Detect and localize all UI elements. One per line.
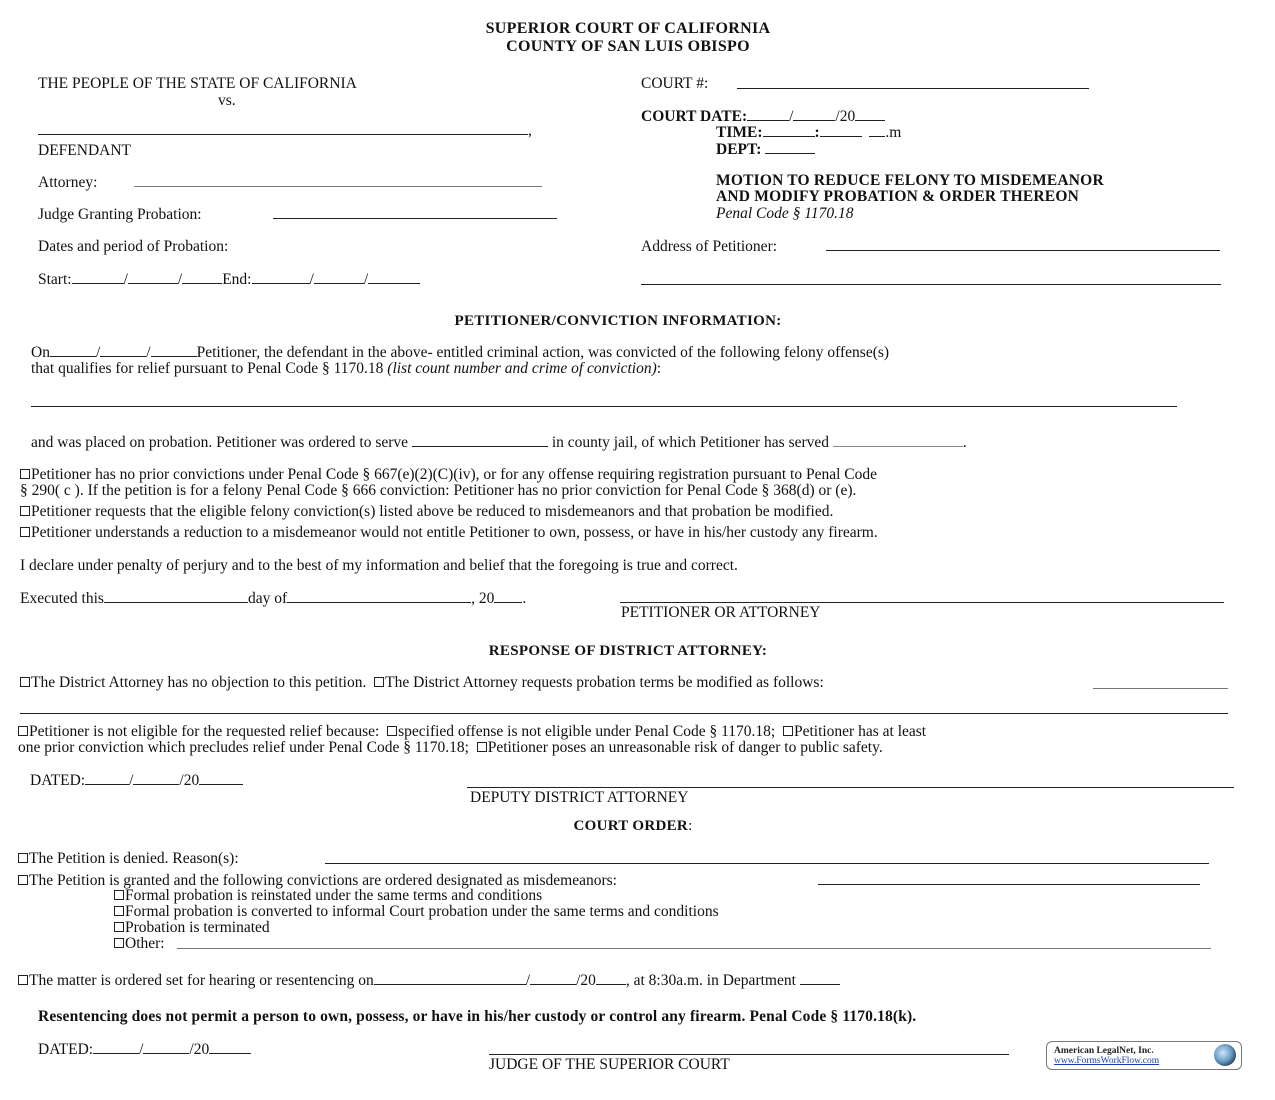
- request-reduction-checkbox[interactable]: [20, 506, 30, 516]
- american-legalnet-logo[interactable]: [1046, 1041, 1242, 1070]
- day-of-label: day of: [247, 590, 288, 607]
- prior-conviction-text: Petitioner has at least: [793, 723, 927, 740]
- hearing-year-prefix: /20: [576, 972, 596, 989]
- judge-dated-year-prefix: /20: [189, 1041, 210, 1058]
- terminated-text: Probation is terminated: [125, 919, 270, 936]
- executed-label: Executed this: [20, 590, 104, 607]
- denial-reason-field[interactable]: [325, 863, 1209, 864]
- petition-denied-row: [18, 850, 239, 867]
- hearing-day-field[interactable]: [530, 972, 576, 985]
- court-date-row: COURT DATE: / /20: [641, 108, 885, 125]
- conviction-details-field[interactable]: [31, 406, 1177, 407]
- modify-request-text: The District Attorney requests probation terms be modified as follows:: [385, 674, 824, 691]
- attorney-field[interactable]: [134, 186, 542, 187]
- da-dated-month-field[interactable]: [85, 772, 129, 785]
- executed-year-field[interactable]: [494, 590, 522, 603]
- converted-text: Formal probation is converted to informal Court probation under the same terms and conditions: [125, 903, 719, 920]
- court-date-day-field[interactable]: [793, 108, 835, 121]
- public-safety-risk-checkbox[interactable]: [477, 742, 487, 752]
- not-eligible-row-2: [18, 739, 883, 756]
- executed-row: Executed this day of , 20 .: [20, 590, 527, 607]
- modify-terms-field-line1[interactable]: [1093, 688, 1228, 689]
- modify-request-checkbox[interactable]: [374, 677, 384, 687]
- served-text: in county jail, of which Petitioner has served: [551, 434, 830, 451]
- judge-field[interactable]: [273, 218, 557, 219]
- attorney-label: Attorney:: [38, 174, 98, 191]
- terminated-checkbox[interactable]: [114, 922, 124, 932]
- probation-start-row: Start: / / End: / /: [38, 271, 420, 288]
- judge-dated-month-field[interactable]: [93, 1041, 139, 1054]
- probation-text: and was placed on probation. Petitioner was ordered to serve: [31, 434, 409, 451]
- da-dated-day-field[interactable]: [133, 772, 179, 785]
- court-date-label: COURT DATE:: [641, 108, 748, 125]
- other-checkbox[interactable]: [114, 938, 124, 948]
- hearing-row: The matter is ordered set for hearing or resentencing on / /20 , at 8:30a.m. in Department: [18, 972, 840, 989]
- jail-term-row: and was placed on probation. Petitioner was ordered to serve in county jail, of which Petitioner has served .: [31, 434, 967, 451]
- judge-dated-label: DATED:: [38, 1041, 94, 1058]
- time-suffix: .m: [885, 124, 902, 141]
- petitioner-signature-label: PETITIONER OR ATTORNEY: [621, 604, 821, 621]
- start-month-field[interactable]: [72, 271, 124, 284]
- hearing-month-field[interactable]: [374, 972, 526, 985]
- executed-month-field[interactable]: [287, 590, 471, 603]
- on-label: On: [31, 344, 50, 361]
- county-name: COUNTY OF SAN LUIS OBISPO: [506, 38, 750, 55]
- start-label: Start:: [38, 271, 72, 288]
- hearing-department-field[interactable]: [800, 972, 840, 985]
- option-terminated: [114, 919, 270, 936]
- option-reinstated: [114, 887, 542, 904]
- option-other: [114, 935, 165, 952]
- firearm-notice: Resentencing does not permit a person to own, possess, or have in his/her custody or control any firearm. Penal Code § 1170.18(k).: [38, 1008, 917, 1025]
- converted-checkbox[interactable]: [114, 906, 124, 916]
- firearm-understanding-checkbox[interactable]: [20, 527, 30, 537]
- not-eligible-checkbox[interactable]: [18, 726, 28, 736]
- court-name: SUPERIOR COURT OF CALIFORNIA: [485, 20, 771, 37]
- no-objection-checkbox[interactable]: [20, 677, 30, 687]
- end-month-field[interactable]: [252, 271, 310, 284]
- hearing-checkbox[interactable]: [18, 975, 28, 985]
- hearing-text: The matter is ordered set for hearing or resentencing on: [29, 972, 374, 989]
- petitioner-section-heading: PETITIONER/CONVICTION INFORMATION:: [454, 313, 782, 329]
- start-day-field[interactable]: [128, 271, 178, 284]
- start-year-field[interactable]: [182, 271, 222, 284]
- logo-url-link[interactable]: www.FormsWorkFlow.com: [1054, 1056, 1160, 1066]
- da-section-heading: RESPONSE OF DISTRICT ATTORNEY:: [488, 643, 768, 659]
- dept-field[interactable]: [765, 141, 815, 154]
- no-prior-checkbox[interactable]: [20, 469, 30, 479]
- reinstated-checkbox[interactable]: [114, 890, 124, 900]
- address-field-line2[interactable]: [641, 284, 1221, 285]
- judge-signature-label: JUDGE OF THE SUPERIOR COURT: [489, 1056, 730, 1073]
- judge-dated-year-field[interactable]: [209, 1041, 251, 1054]
- other-field[interactable]: [177, 948, 1211, 949]
- judge-dated-day-field[interactable]: [143, 1041, 189, 1054]
- hearing-year-field[interactable]: [596, 972, 626, 985]
- executed-year-prefix: , 20: [471, 590, 495, 607]
- dept-row: [716, 141, 815, 158]
- public-safety-risk-text: Petitioner poses an unreasonable risk of danger to public safety.: [487, 739, 883, 756]
- court-number-field[interactable]: [737, 88, 1089, 89]
- penal-code-ref: Penal Code § 1170.18: [716, 205, 854, 222]
- vs-label: vs.: [218, 92, 236, 109]
- checkbox-firearm-understanding: [20, 524, 878, 541]
- qualifies-text: that qualifies for relief pursuant to Penal Code § 1170.18: [31, 360, 388, 377]
- checkbox-no-prior-line1: [20, 466, 877, 483]
- time-label: TIME:: [716, 124, 763, 141]
- court-number-label: COURT #:: [641, 75, 709, 92]
- address-field-line1[interactable]: [826, 250, 1220, 251]
- time-ampm-field[interactable]: [869, 124, 885, 137]
- petitioner-signature-field[interactable]: [620, 602, 1224, 603]
- modify-terms-field-line2[interactable]: [20, 713, 1228, 714]
- offense-not-eligible-text: specified offense is not eligible under Penal Code § 1170.18;: [398, 723, 776, 740]
- people-caption: THE PEOPLE OF THE STATE OF CALIFORNIA: [38, 75, 357, 92]
- da-signature-label: DEPUTY DISTRICT ATTORNEY: [470, 789, 689, 806]
- dept-label: DEPT:: [716, 141, 762, 158]
- time-row: TIME: : .m: [716, 124, 902, 141]
- da-signature-field[interactable]: [467, 787, 1234, 788]
- conviction-date-row: On / / Petitioner, the defendant in the above- entitled criminal action, was convicted of the following felony offense(s): [31, 344, 890, 361]
- reinstated-text: Formal probation is reinstated under the same terms and conditions: [125, 887, 543, 904]
- comma: ,: [528, 122, 532, 139]
- petition-denied-checkbox[interactable]: [18, 853, 28, 863]
- defendant-label: DEFENDANT: [38, 142, 131, 159]
- logo-company: American LegalNet, Inc.: [1054, 1046, 1154, 1056]
- da-dated-label: DATED:: [30, 772, 86, 789]
- court-date-year-field[interactable]: [855, 108, 885, 121]
- end-day-field[interactable]: [314, 271, 364, 284]
- da-dated-row: DATED: / /20: [30, 772, 243, 789]
- petition-granted-checkbox[interactable]: [18, 875, 28, 885]
- court-date-month-field[interactable]: [747, 108, 789, 121]
- not-eligible-text: Petitioner is not eligible for the requested relief because:: [29, 723, 380, 740]
- not-eligible-row: [18, 723, 926, 740]
- conviction-year-field[interactable]: [151, 344, 197, 357]
- motion-title-line1: MOTION TO REDUCE FELONY TO MISDEMEANOR: [716, 172, 1104, 189]
- option-converted: [114, 903, 719, 920]
- conviction-day-field[interactable]: [100, 344, 146, 357]
- misdemeanor-convictions-field[interactable]: [818, 884, 1200, 885]
- offense-not-eligible-checkbox[interactable]: [387, 726, 397, 736]
- checkbox-no-prior-line2: § 290( c ). If the petition is for a felony Penal Code § 666 conviction: Petitioner has no prior conviction for Penal Code § 368(d) or (e).: [20, 482, 857, 499]
- time-hour-field[interactable]: [763, 124, 815, 137]
- petition-denied-text: The Petition is denied. Reason(s):: [29, 850, 239, 867]
- address-label: Address of Petitioner:: [641, 238, 778, 255]
- motion-title-line2: AND MODIFY PROBATION & ORDER THEREON: [716, 188, 1079, 205]
- probation-dates-label: Dates and period of Probation:: [38, 238, 229, 255]
- da-dated-year-field[interactable]: [199, 772, 243, 785]
- no-prior-text: Petitioner has no prior convictions under Penal Code § 667(e)(2)(C)(iv), or for any offense requiring registration pursuant to Penal Code: [31, 466, 877, 483]
- court-order-heading: [0, 818, 1266, 835]
- jail-ordered-field[interactable]: [412, 434, 548, 447]
- conviction-month-field[interactable]: [50, 344, 96, 357]
- hearing-time-text: , at 8:30a.m. in Department: [625, 972, 796, 989]
- qualifies-colon: :: [656, 360, 662, 377]
- petition-granted-text: The Petition is granted and the following convictions are ordered designated as misdemeanors:: [29, 872, 617, 889]
- qualifies-instruction: (list count number and crime of conviction): [387, 360, 657, 377]
- judge-label: Judge Granting Probation:: [38, 206, 202, 223]
- prior-conviction-checkbox[interactable]: [783, 726, 793, 736]
- judge-signature-field[interactable]: [489, 1054, 1009, 1055]
- court-order-heading-colon: :: [688, 818, 693, 834]
- defendant-name-field[interactable]: [38, 134, 528, 135]
- other-text: Other:: [125, 935, 165, 952]
- globe-icon: [1214, 1044, 1236, 1066]
- court-date-year-prefix: /20: [835, 108, 856, 125]
- prior-conviction-text-cont: one prior conviction which precludes relief under Penal Code § 1170.18;: [18, 739, 469, 756]
- qualifies-row: [31, 360, 661, 377]
- request-reduction-text: Petitioner requests that the eligible felony conviction(s) listed above be reduced to misdemeanors and that probation be modified.: [31, 503, 834, 520]
- conviction-text: Petitioner, the defendant in the above- entitled criminal action, was convicted of the following felony offense(s): [196, 344, 890, 361]
- no-objection-text: The District Attorney has no objection to this petition.: [31, 674, 367, 691]
- jail-served-field[interactable]: [833, 434, 963, 447]
- court-order-heading-text: COURT ORDER: [573, 818, 689, 834]
- da-dated-year-prefix: /20: [179, 772, 200, 789]
- checkbox-request-reduction: [20, 503, 833, 520]
- executed-day-field[interactable]: [104, 590, 248, 603]
- firearm-understanding-text: Petitioner understands a reduction to a misdemeanor would not entitle Petitioner to own, possess, or have in his/her custody any firearm.: [31, 524, 878, 541]
- time-minute-field[interactable]: [820, 124, 862, 137]
- da-response-row: [20, 674, 824, 691]
- end-year-field[interactable]: [368, 271, 420, 284]
- perjury-declaration: I declare under penalty of perjury and to the best of my information and belief that the foregoing is true and correct.: [20, 557, 738, 574]
- end-label: End:: [222, 271, 252, 288]
- judge-dated-row: DATED: / /20: [38, 1041, 251, 1058]
